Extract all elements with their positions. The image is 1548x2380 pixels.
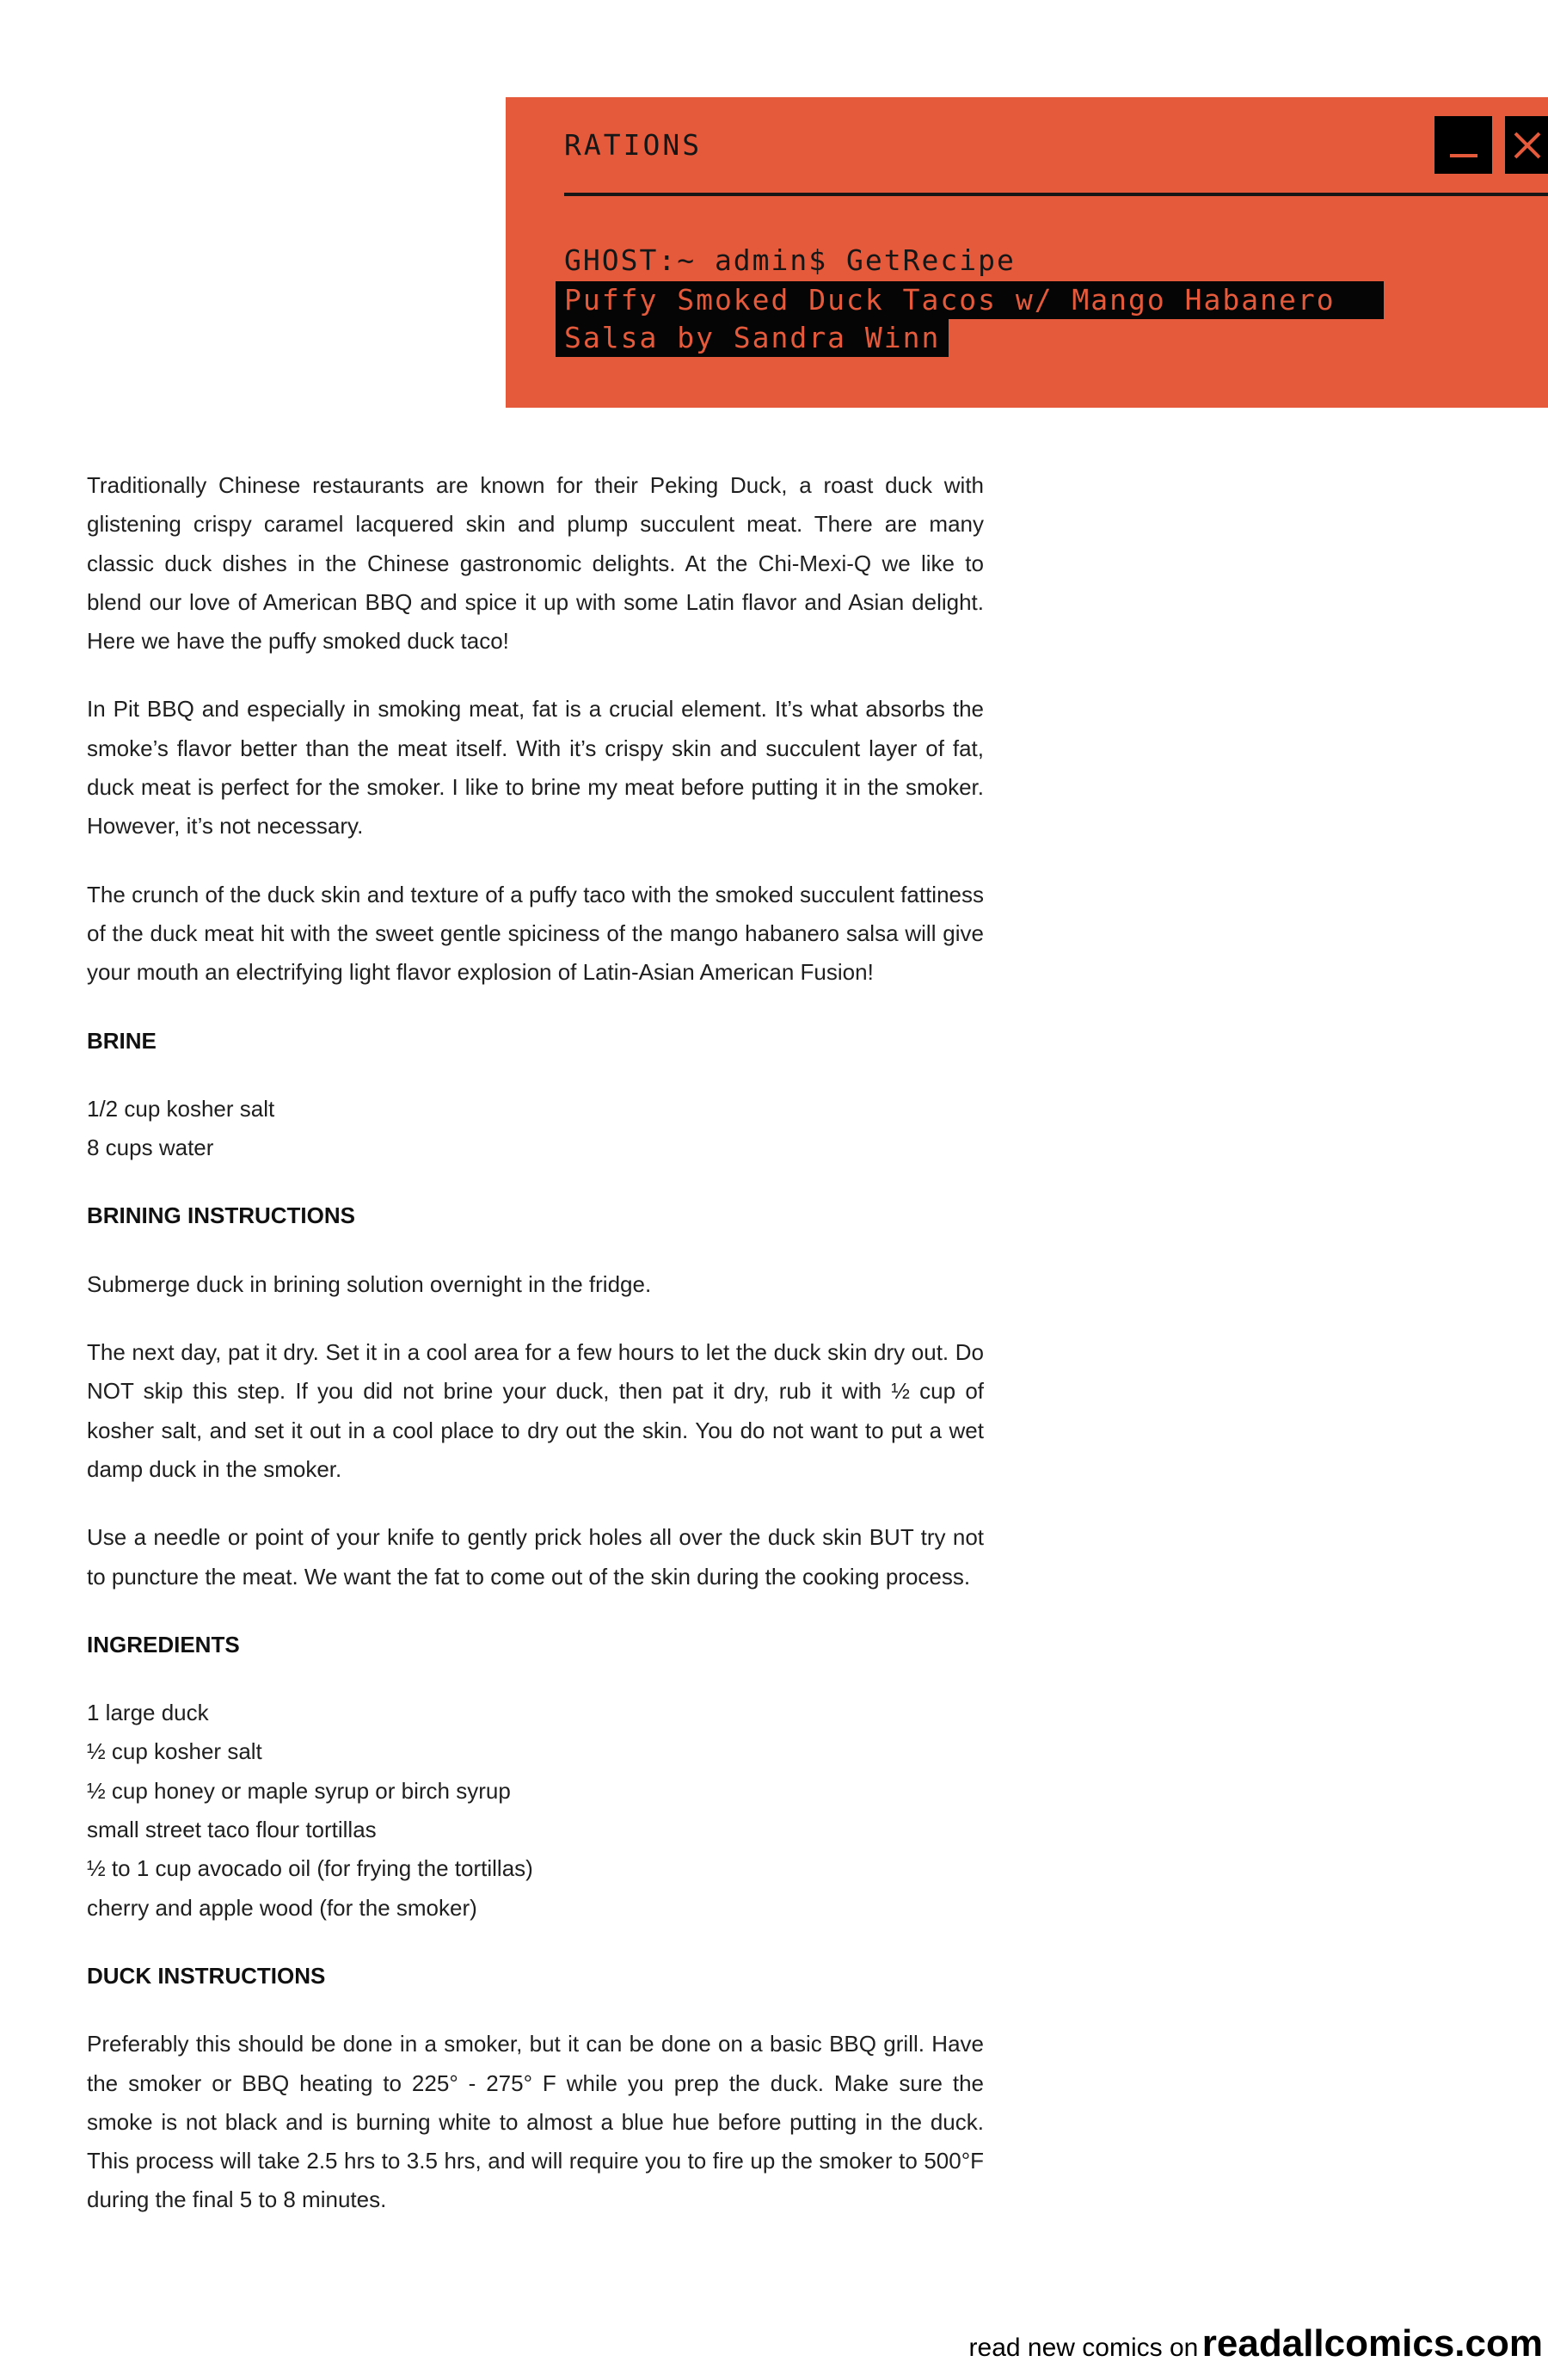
list-item: cherry and apple wood (for the smoker) bbox=[87, 1894, 477, 1921]
minimize-icon bbox=[1450, 154, 1477, 157]
watermark bbox=[969, 2322, 1543, 2365]
list-item: 8 cups water bbox=[87, 1135, 214, 1161]
ingredients-list bbox=[87, 1694, 984, 1928]
list-item: small street taco flour tortillas bbox=[87, 1817, 377, 1843]
brining-instructions-heading: BRINING INSTRUCTIONS bbox=[87, 1202, 355, 1229]
watermark-prefix: read new comics on bbox=[968, 2334, 1199, 2362]
brine-list bbox=[87, 1090, 984, 1168]
terminal-window bbox=[506, 97, 1548, 408]
duck-paragraph: Preferably this should be done in a smoker, but it can be done on a basic BBQ grill. Have the smoker or BBQ heating to 225° - 275° F while you prep the duck. Make sure the smoke is not black and is burning white to almost a blue hue before putting in the duck. This process will take 2.5 hrs to 3.5 hrs, and will require you to fire up the smoker to 500°F during the final 5 to 8 minutes. bbox=[87, 2031, 984, 2213]
intro-paragraph: The crunch of the duck skin and texture of a puffy taco with the smoked succulent fattiness of the duck meat hit with the sweet gentle spiciness of the mango habanero salsa will give your mouth an electrifying light flavor explosion of Latin-Asian American Fusion! bbox=[87, 881, 984, 986]
duck-instructions-heading: DUCK INSTRUCTIONS bbox=[87, 1962, 326, 1989]
brine-heading: BRINE bbox=[87, 1027, 157, 1054]
command-prompt: GHOST:~ admin$ GetRecipe bbox=[564, 243, 1016, 277]
minimize-button[interactable] bbox=[1434, 116, 1492, 174]
title-divider bbox=[564, 193, 1548, 196]
list-item: 1 large duck bbox=[87, 1700, 209, 1726]
list-item: ½ to 1 cup avocado oil (for frying the tortillas) bbox=[87, 1855, 533, 1882]
list-item: 1/2 cup kosher salt bbox=[87, 1095, 275, 1122]
window-title: RATIONS bbox=[564, 128, 703, 162]
list-item: ½ cup kosher salt bbox=[87, 1738, 262, 1765]
close-button[interactable] bbox=[1505, 116, 1548, 174]
recipe-title-line-1: Puffy Smoked Duck Tacos w/ Mango Habanero bbox=[556, 281, 1384, 319]
recipe-title-line-2: Salsa by Sandra Winn bbox=[556, 319, 949, 357]
intro-paragraph: In Pit BBQ and especially in smoking meat, fat is a crucial element. It’s what absorbs the smoke’s flavor better than the meat itself. With it’s crispy skin and succulent layer of fat, duck meat is perfect for the smoker. I like to brine my meat before putting it in the smoker. However, it’s not necessary. bbox=[87, 696, 984, 839]
list-item: ½ cup honey or maple syrup or birch syrup bbox=[87, 1777, 511, 1804]
brining-paragraph: Use a needle or point of your knife to gently prick holes all over the duck skin BUT try not to puncture the meat. We want the fat to come out of the skin during the cooking process. bbox=[87, 1524, 984, 1590]
brining-paragraph: The next day, pat it dry. Set it in a cool area for a few hours to let the duck skin dry out. Do NOT skip this step. If you did not brine your duck, then pat it dry, rub it with ½ cup of kosher salt, and set it out in a cool place to dry out the skin. You do not want to put a wet damp duck in the smoker. bbox=[87, 1339, 984, 1482]
recipe-article bbox=[87, 466, 984, 2249]
close-icon bbox=[1514, 132, 1541, 159]
intro-paragraph: Traditionally Chinese restaurants are known for their Peking Duck, a roast duck with glistening crispy caramel lacquered skin and plump succulent meat. There are many classic duck dishes in the Chinese gastronomic delights. At the Chi-Mexi-Q we like to blend our love of American BBQ and spice it up with some Latin flavor and Asian delight. Here we have the puffy smoked duck taco! bbox=[87, 472, 984, 655]
watermark-site: readallcomics.com bbox=[1201, 2322, 1543, 2365]
command-result bbox=[556, 281, 1384, 357]
brining-paragraph: Submerge duck in brining solution overnight in the fridge. bbox=[87, 1270, 652, 1297]
ingredients-heading: INGREDIENTS bbox=[87, 1631, 240, 1657]
